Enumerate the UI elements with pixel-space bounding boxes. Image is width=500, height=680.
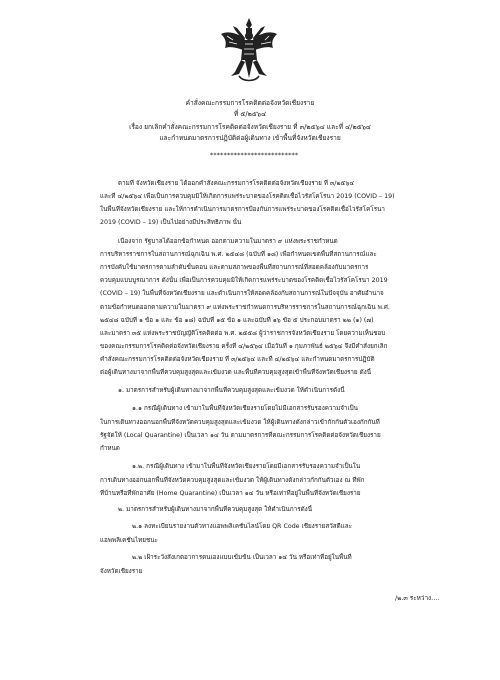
section-heading: ๒. มาตรการสำหรับผู้เดินทางมาจากพื้นที่ควบคุมสูงสุด ให้ดำเนินการดังนี้	[118, 506, 313, 513]
body-line: ควบคุมแบบบูรณาการ ดังนั้น เพื่อเป็นการควบคุมมิให้เกิดการแพร่ระบาดของโรคติดเชื้อไวรัสโคโรนา 2019	[100, 277, 388, 284]
body-line: ๑.๒. กรณีผู้เดินทาง เข้ามาในพื้นที่จังหวัดเชียงรายโดยมีเอกสารรับรองความจำเป็นใน	[132, 463, 361, 470]
body-line: รัฐจัดให้ (Local Quarantine) เป็นเวลา ๑๔ วัน ตามมาตรการที่คณะกรรมการโรคติดต่อจังหวัดเชียงราย	[100, 432, 381, 439]
body-line: และที่ ๔/๒๕๖๔ เพื่อเป็นการควบคุมมิให้เกิดการแพร่ระบาดของโรคติดเชื้อไวรัสโคโรนา 2019 (COVID – 19)	[100, 193, 395, 200]
body-line: ในพื้นที่จังหวัดเชียงราย และให้การดำเนินการมาตรการป้องกันการแพร่ระบาดของโรคติดเชื้อไวรัสโคโรนา	[100, 206, 385, 213]
order-subject: เรื่อง ยกเลิกคำสั่งคณะกรรมการโรคติดต่อจังหวัดเชียงราย ที่ ๓/๒๕๖๔ และที่ ๔/๒๕๖๔	[129, 123, 371, 131]
body-line: ต่อผู้เดินทางมาจากพื้นที่ควบคุมสูงสุดและเข้มงวด และพื้นที่ควบคุมสูงสุดเข้าพื้นที่จังหวัดเชียงราย ดังนี้	[100, 369, 372, 376]
body-line: ๑.๑ กรณีผู้เดินทาง เข้ามาในพื้นที่จังหวัดเชียงรายโดยไม่มีเอกสารรับรองความจำเป็น	[132, 405, 358, 412]
garuda-emblem-icon	[219, 16, 279, 84]
body-line: ของคณะกรรมการโรคติดต่อจังหวัดเชียงราย ครั้งที่ ๔/๒๕๖๔ เมื่อวันที่ ๑ กุมภาพันธ์ ๒๕๖๔ จึงมีคำสั่งยกเลิก	[100, 343, 388, 350]
divider-asterisks: **************************	[210, 151, 299, 159]
body-line: (COVID – 19) ในพื้นที่จังหวัดเชียงราย และดำเนินการให้สอดคล้องกับสถานการณ์ในปัจจุบัน อาศัยอำนาจ	[100, 290, 384, 297]
body-line: จังหวัดเชียงราย	[100, 568, 143, 575]
section-heading: ๑. มาตรการสำหรับผู้เดินทางมาจากพื้นที่ควบคุมสูงสุดและเข้มงวด ให้ดำเนินการดังนี้	[118, 387, 345, 394]
body-line: 2019 (COVID – 19) เป็นไปอย่างมีประสิทธิภาพ นั้น	[100, 219, 242, 226]
body-line: ตามที่ จังหวัดเชียงราย ได้ออกคำสั่งคณะกรรมการโรคติดต่อจังหวัดเชียงราย ที่ ๓/๒๕๖๔	[118, 180, 355, 187]
continuation-note: /๒.๓ ระหว่าง....	[395, 594, 440, 602]
order-title: คำสั่งคณะกรรมการโรคติดต่อจังหวัดเชียงราย	[185, 99, 315, 107]
body-line: ๒.๑ ลงทะเบียนรายงานตัวทางแอพพลิเคชั่นไลน์โดย QR Code เชียงรายสวัสดีและ	[132, 523, 352, 530]
order-subject-continued: และกำหนดมาตรการปฏิบัติต่อผู้เดินทาง เข้าพื้นที่จังหวัดเชียงราย	[159, 134, 341, 142]
body-line: ที่บ้านหรือที่พักอาศัย (Home Quarantine) เป็นเวลา ๑๔ วัน หรือเท่าที่อยู่ในพื้นที่จังหวัดเชียงราย	[100, 490, 361, 497]
body-line: คำสั่งคณะกรรมการโรคติดต่อจังหวัดเชียงราย ที่ ๓/๒๕๖๔ และที่ ๔/๒๕๖๔ และกำหนดมาตรการปฏิบัติ	[100, 356, 375, 363]
body-line: แอพพลิเคชั่นไทยชนะ	[100, 537, 158, 544]
body-line: เนื่องจาก รัฐบาลได้ออกข้อกำหนด ออกตามความในมาตรา ๙ แห่งพระราชกำหนด	[118, 238, 338, 245]
body-line: กำหนด	[100, 445, 120, 452]
body-line: ๒.๒ เฝ้าระวังสังเกตอาการตนเองแบบเข้มข้น เป็นเวลา ๑๔ วัน หรือเท่าที่อยู่ในพื้นที่	[132, 554, 352, 561]
body-line: และมาตรา ๓๕ แห่งพระราชบัญญัติโรคติดต่อ พ.ศ. ๒๕๕๘ ผู้ว่าราชการจังหวัดเชียงราย โดยความเห็นชอบ	[100, 330, 386, 337]
body-line: การเดินทางออกนอกพื้นที่จังหวัดควบคุมสูงสุดและเข้มงวด ให้ผู้เดินทางดังกล่าวกักกันตัวเอง ณ ที่พัก	[100, 477, 365, 484]
body-line: ตามข้อกำหนดออกตามความในมาตรา ๙ แห่งพระราชกำหนดการบริหารราชการในสถานการณ์ฉุกเฉิน พ.ศ.	[100, 304, 390, 311]
order-number: ที่ ๕/๒๕๖๔	[233, 110, 267, 118]
body-line: ๒๕๔๘ ฉบับที่ ๑ ข้อ ๑ และ ข้อ ๑๘) ฉบับที่ ๑๕ ข้อ ๑ และฉบับที่ ๑๖ ข้อ ๕ ประกอบมาตรา ๒๒ (๑) (๗)	[100, 317, 374, 324]
body-line: การบังคับใช้มาตรการตามลำดับขั้นตอน และตามสภาพของพื้นที่สถานการณ์ที่สอดคล้องกับมาตรการ	[100, 264, 369, 271]
body-line: ในการเดินทางออกนอกพื้นที่จังหวัดควบคุมสูงสุดและเข้มงวด ให้ผู้เดินทางดังกล่าวเข้ากักกันตัวเองกักกันที่	[100, 419, 380, 426]
body-line: การบริหารราชการในสถานการณ์ฉุกเฉิน พ.ศ. ๒๕๔๘ (ฉบับที่ ๑๘) เพื่อกำหนดเขตพื้นที่สถานการณ์และ	[100, 251, 377, 258]
